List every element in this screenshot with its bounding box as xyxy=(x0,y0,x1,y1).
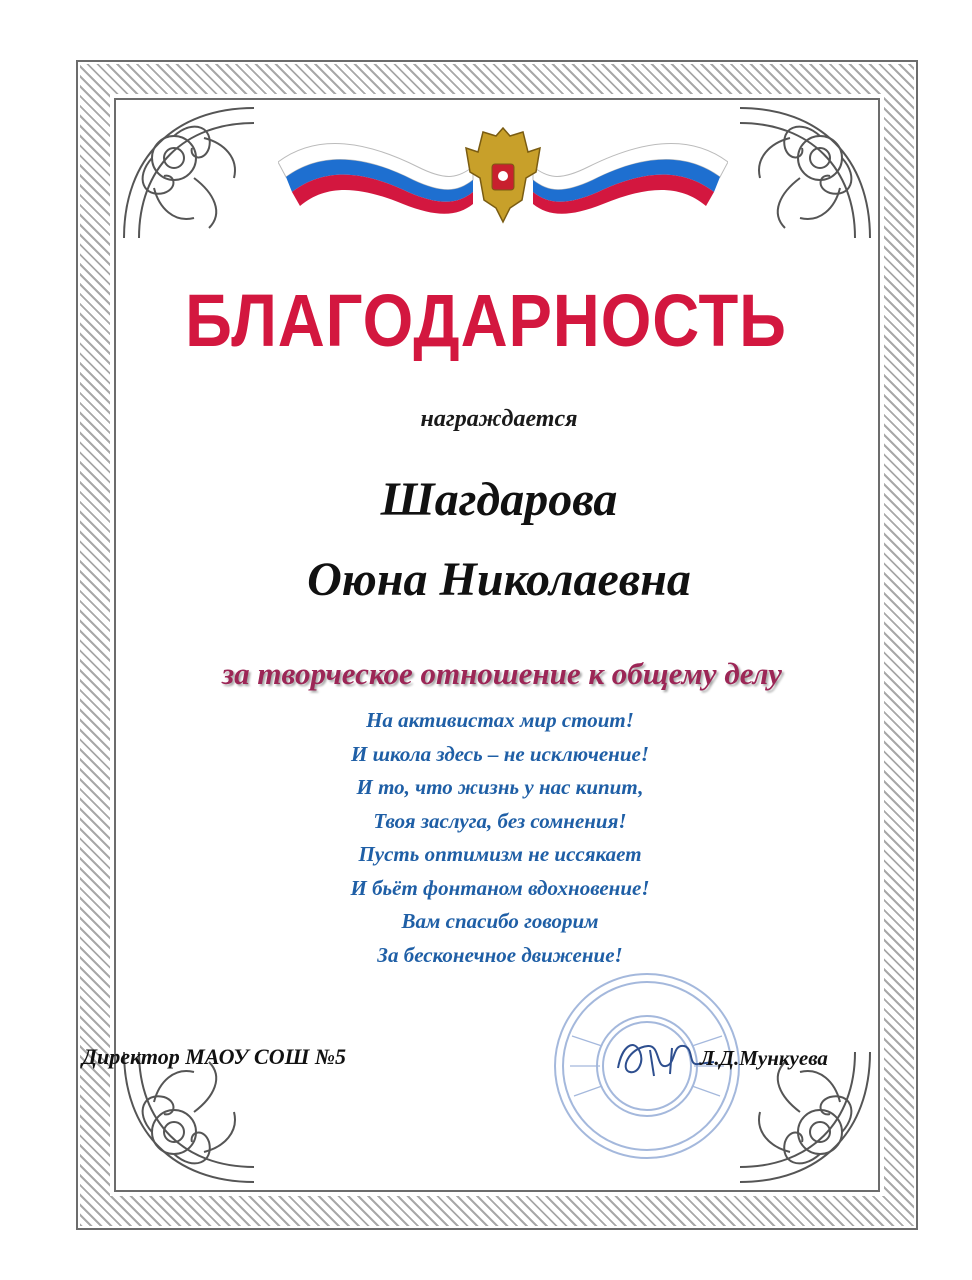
poem-line: И то, что жизнь у нас кипит, xyxy=(356,775,644,799)
inner-frame-line xyxy=(114,98,880,1192)
award-reason: за творческое отношение к общему делу xyxy=(222,656,782,691)
ribbon-right xyxy=(533,143,728,213)
poem-line: Твоя заслуга, без сомнения! xyxy=(373,808,627,833)
corner-ornament-top-right xyxy=(730,98,880,248)
awarded-label: награждается xyxy=(420,406,578,432)
poem-line: И бьёт фонтаном вдохновение! xyxy=(350,875,650,900)
poem-line: Пусть оптимизм не иссякает xyxy=(358,842,642,866)
recipient-last-name: Шагдарова xyxy=(380,473,618,526)
director-position: Директор МАОУ СОШ №5 xyxy=(82,1044,346,1069)
poem-line: Вам спасибо говорим xyxy=(401,909,599,933)
ribbon-left xyxy=(278,143,473,213)
poem-line: На активистах мир стоит! xyxy=(366,708,634,732)
poem-line: За бесконечное движение! xyxy=(377,942,623,967)
poem xyxy=(0,704,972,972)
poem-line: И школа здесь – не исключение! xyxy=(350,741,650,766)
corner-ornament-top-left xyxy=(114,98,264,248)
signer-name: Л.Д.Мункуева xyxy=(700,1046,828,1070)
coat-of-arms-emblem xyxy=(466,128,540,222)
certificate-title: БЛАГОДАРНОСТЬ xyxy=(185,279,787,362)
tricolor-ribbon-with-emblem xyxy=(278,122,728,232)
recipient-first-patronymic: Оюна Николаевна xyxy=(307,553,691,606)
